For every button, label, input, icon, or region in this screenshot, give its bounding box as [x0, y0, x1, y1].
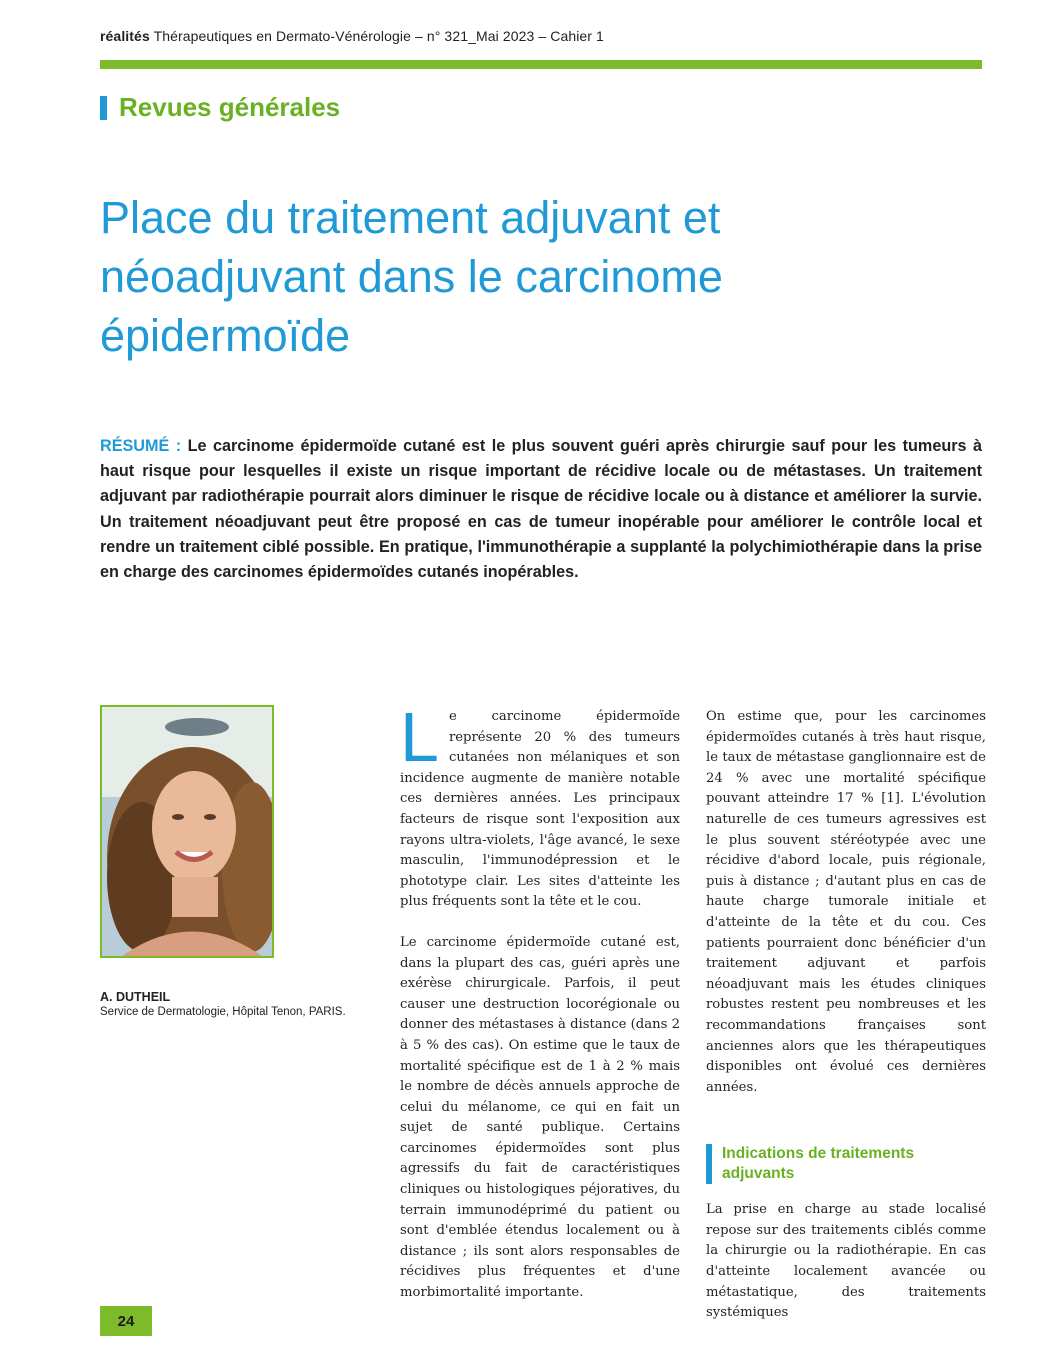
- header-rule: [100, 60, 982, 69]
- subheading: [706, 1144, 986, 1184]
- masthead-brand: réalités: [100, 28, 150, 44]
- body-column-1: [400, 698, 680, 1304]
- subheading-marker: [706, 1144, 712, 1184]
- section-label: [100, 92, 340, 123]
- abstract: [100, 434, 982, 585]
- section-marker: [100, 96, 107, 120]
- body-paragraph: [400, 698, 680, 913]
- section-label-text: Revues générales: [119, 92, 341, 122]
- body-column-2: [706, 707, 986, 1324]
- author-portrait-image: [102, 707, 272, 956]
- body-paragraph-2: Le carcinome épidermoïde cutané est, dans la plupart des cas, guéri après une exérèse chirurgicale. Parfois, il peut causer une destruction locorégionale ou donner des métastases à distance (dans 2 à 5 % des cas). On estime que le taux de mortalité spécifique est de 1 à 2 % mais le nombre de décès annuels approche de celui du mélanome, ce qui en fait un sujet de santé publique. Certains carcinomes épidermoïdes sont plus agressifs du fait de caractéristiques cliniques ou histologiques péjoratives, du terrain immunodéprimé du patient ou sont d'emblée étendus localement ou à distance ; ils sont alors responsables de récidives plus fréquentes et d'une morbimortalité importante.: [400, 934, 680, 1301]
- body-paragraph-4: La prise en charge au stade localisé repose sur des traitements ciblés comme la chirurgie ou la radiothérapie. En cas d'atteinte localement avancée ou métastatique, des traitements systémiques: [706, 1202, 986, 1321]
- masthead: [100, 28, 982, 44]
- author-name: A. DUTHEIL: [100, 990, 171, 1004]
- drop-cap: L: [400, 698, 439, 776]
- body-paragraph-3: On estime que, pour les carcinomes épidermoïdes cutanés à très haut risque, le taux de métastase ganglionnaire est de 24 % avec une mortalité spécifique pouvant atteindre 17 % [1]. L'évolution naturelle de ces tumeurs agressives est le plus souvent stéréotypée avec une récidive d'abord locale, puis régionale, puis à distance ; d'autant plus en cas de haute charge tumorale initiale et d'atteinte de la tête et du cou. Ces patients pourraient donc bénéficier d'un traitement adjuvant et parfois néoadjuvant mais les études cliniques robustes restent peu nombreuses et les recommandations françaises sont anciennes alors que les thérapeutiques disponibles ont évolué ces dernières années.: [706, 709, 986, 1095]
- article-title: Place du traitement adjuvant et néoadjuvant dans le carcinome épidermoïde: [100, 192, 723, 361]
- author-affiliation: Service de Dermatologie, Hôpital Tenon, PARIS.: [100, 1006, 346, 1018]
- subheading-text: Indications de traitements adjuvants: [722, 1145, 915, 1183]
- abstract-text: Le carcinome épidermoïde cutané est le plus souvent guéri après chirurgie sauf pour les tumeurs à haut risque pour lesquelles il existe un risque important de récidive locale ou de métastases. Un traitement adjuvant par radiothérapie pourrait alors diminuer le risque de récidive locale ou à distance et améliorer la survie. Un traitement néoadjuvant peut être proposé en cas de tumeur inopérable pour améliorer le contrôle local et rendre un traitement ciblé possible. En pratique, l'immunothérapie a supplanté la polychimiothérapie dans la prise en charge des carcinomes épidermoïdes cutanés inopérables.: [100, 437, 982, 582]
- abstract-label: RÉSUMÉ :: [100, 437, 182, 455]
- page-number: 24: [100, 1306, 152, 1336]
- masthead-issue: Thérapeutiques en Dermato-Vénérologie – n° 321_Mai 2023 – Cahier 1: [149, 28, 604, 44]
- author-photo: [100, 705, 274, 958]
- body-paragraph-1-text: e carcinome épidermoïde représente 20 % des tumeurs cutanées non mélaniques et son incidence augmente de manière notable ces dernières années. Les principaux facteurs de risque sont l'exposition aux rayons ultra-violets, l'âge avancé, le sexe masculin, l'immunodépression et le phototype clair. Les sites d'atteinte les plus fréquents sont la tête et le cou.: [400, 709, 680, 910]
